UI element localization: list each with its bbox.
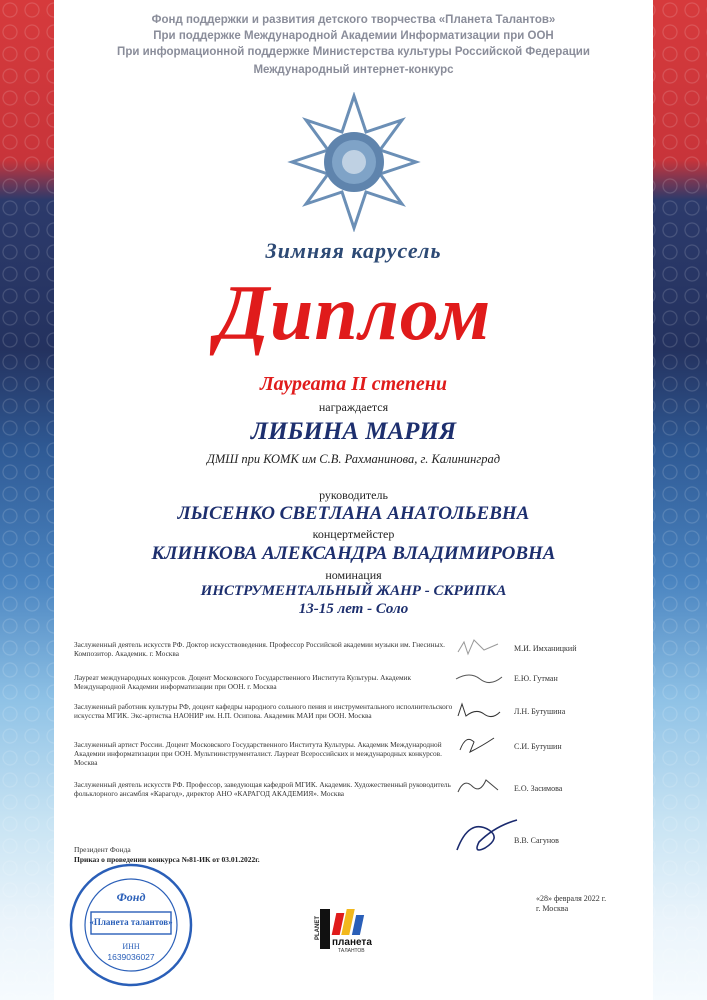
- jury-desc-5: Заслуженный деятель искусств РФ. Профессор, заведующая кафедрой МГИК. Академик. Художественный руководитель фольклорного ансамбля «Карагод», директор АНО «КАРАГОД АКАДЕМИЯ». Москва: [74, 780, 451, 798]
- jury-desc-1: Заслуженный деятель искусств РФ. Доктор искусствоведения. Профессор Российской академии музыки им. Гнесиных. Композитор. Академик. г. Москва: [74, 640, 445, 658]
- logo-sub-text: ТАЛАНТОВ: [338, 948, 365, 954]
- signature-2: [454, 667, 504, 687]
- jury-name-1: М.И. Имханицкий: [514, 644, 577, 653]
- diploma-title: Диплом: [215, 269, 492, 356]
- leader-name: ЛЫСЕНКО СВЕТЛАНА АНАТОЛЬЕВНА: [177, 503, 530, 524]
- stamp-inn: ИНН: [122, 942, 140, 951]
- issue-city: г. Москва: [536, 904, 569, 913]
- stamp-middle: «Планета талантов»: [89, 917, 173, 927]
- signature-4: [454, 732, 504, 756]
- jury-desc-4: Заслуженный артист России. Доцент Московского Государственного Института Культуры. Академик Международной Академии информатизации при ООН. Мультиинструменталист. Лауреат Всероссийских и международных конкурсов. Москва: [74, 740, 442, 767]
- jury-name-2: Е.Ю. Гутман: [514, 674, 558, 683]
- jury-desc-3: Заслуженный работник культуры РФ, доцент кафедры народного сольного пения и инструментального исполнительского искусства МГИК. Экс-артистка НАОНИР им. Н.П. Осипова. Академик МАИ при ООН. Москва: [74, 702, 453, 720]
- president-name: В.В. Сагунов: [514, 836, 559, 845]
- jury-desc-2: Лауреат международных конкурсов. Доцент Московского Государственного Института Культуры. Академик Международной Академии информатизации при ООН. г. Москва: [74, 673, 412, 691]
- stamp-number: 1639036027: [107, 952, 155, 962]
- diploma-paper: [54, 0, 653, 1000]
- school-text: ДМШ при КОМК им С.В. Рахманинова, г. Калининград: [206, 452, 501, 466]
- president-label: Президент Фонда: [74, 845, 131, 854]
- nomination-text: ИНСТРУМЕНТАЛЬНЫЙ ЖАНР - СКРИПКА: [200, 583, 507, 599]
- order-text: Приказ о проведении конкурса №81-ИК от 03.01.2022г.: [74, 855, 260, 864]
- accompanist-name: КЛИНКОВА АЛЕКСАНДРА ВЛАДИМИРОВНА: [151, 543, 556, 564]
- logo-side-text: PLANET: [315, 916, 321, 940]
- issue-date: «28» февраля 2022 г.: [536, 894, 607, 903]
- signature-3: [454, 700, 504, 722]
- snowflake-emblem: [284, 92, 424, 232]
- header-line-1: Фонд поддержки и развития детского творчества «Планета Талантов»: [151, 14, 556, 26]
- logo-main-text: планета: [332, 937, 372, 948]
- contest-logo-text: Зимняя карусель: [265, 238, 442, 263]
- awarded-label: награждается: [318, 400, 389, 414]
- category-text: 13-15 лет - Соло: [298, 601, 409, 617]
- jury-name-5: Е.О. Засимова: [514, 784, 563, 793]
- planet-talents-logo: [315, 905, 380, 955]
- signature-5: [454, 772, 504, 798]
- header-line-4: Международный интернет-конкурс: [253, 64, 454, 76]
- stamp-top: Фонд: [116, 890, 146, 904]
- degree-text: Лауреата II степени: [259, 373, 448, 395]
- accompanist-label: концертмейстер: [312, 527, 395, 541]
- president-signature: [449, 812, 524, 862]
- signature-1: [454, 636, 504, 658]
- header-line-2: При поддержке Международной Академии Информатизации при ООН: [153, 30, 554, 42]
- nomination-label: номинация: [325, 568, 382, 582]
- leader-label: руководитель: [319, 488, 388, 502]
- header-line-3: При информационной поддержке Министерства культуры Российской Федерации: [117, 46, 590, 58]
- jury-name-3: Л.Н. Бутушина: [514, 707, 566, 716]
- jury-name-4: С.И. Бутушин: [514, 742, 562, 751]
- winner-name: ЛИБИНА МАРИЯ: [250, 418, 457, 445]
